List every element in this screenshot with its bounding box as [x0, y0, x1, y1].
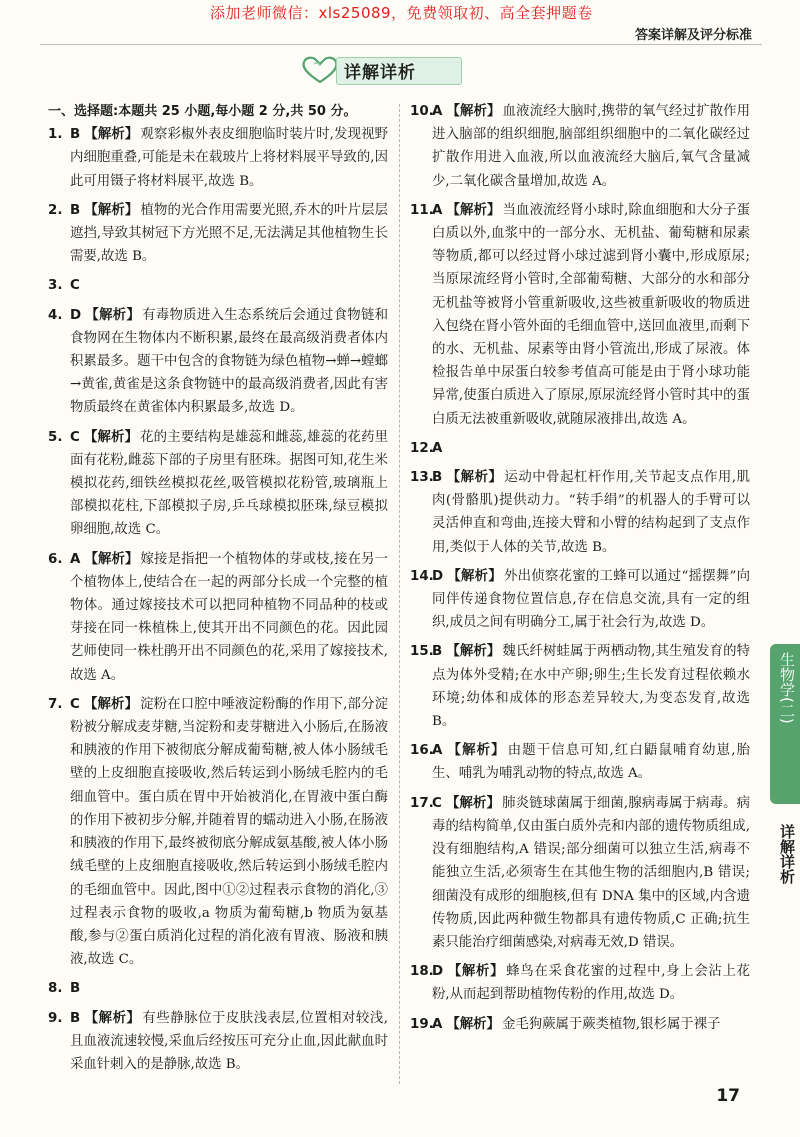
answer-item [410, 100, 750, 193]
answer-letter: A [70, 551, 81, 567]
answer-letter: B [432, 644, 443, 660]
analysis-tag: 【解析】 [447, 964, 505, 980]
section-heading: 一、选择题:本题共 25 小题,每小题 2 分,共 50 分。 [48, 104, 357, 119]
answer-letter: B [70, 202, 81, 218]
question-number: 5. [48, 429, 63, 445]
answer-item [410, 437, 750, 460]
answer-item [410, 739, 750, 785]
header-divider [40, 44, 762, 45]
analysis-tag: 【解析】 [84, 202, 139, 218]
analysis-text: 肺炎链球菌属于细菌,腺病毒属于病毒。病毒的结构简单,仅由蛋白质外壳和内部的遗传物质组成,没有细胞结构,A 错误;部分细菌可以独立生活,病毒不能独立生活,必须寄生在其他生物的活细胞内,B 错误;细菌没有成形的细胞核,但有 DNA 集中的区域,内含遗传物质,因此两种微生物都具有遗传物质,C 正确;抗生素只能治疗细菌感染,对病毒无效,D 错误。 [432, 795, 751, 950]
answer-letter: A [432, 440, 443, 456]
answer-item [410, 565, 750, 635]
question-number: 12. [410, 440, 434, 456]
answer-item [48, 123, 388, 193]
analysis-text: 金毛狗蕨属于蕨类植物,银杉属于裸子 [501, 1016, 721, 1032]
question-number: 8. [48, 981, 63, 997]
analysis-text: 淀粉在口腔中唾液淀粉酶的作用下,部分淀粉被分解成麦芽糖,当淀粉和麦芽糖进入小肠后,在肠液和胰液的作用下被彻底分解成葡萄糖,被人体小肠绒毛壁的上皮细胞直接吸收,然后转运到小肠绒毛腔内的毛细血管中。蛋白质在胃中开始被消化,在胃液中蛋白酶的作用下被初步分解,并随着胃的蠕动进入小肠,在肠液和胰液的作用下,最终被彻底分解成氨基酸,被人体小肠绒毛壁的上皮细胞直接吸收,然后转运到小肠绒毛腔内的毛细血管中。因此,图中①②过程表示食物的消化,③过程表示食物的吸收,a 物质为葡萄糖,b 物质为氨基酸,参与②蛋白质消化过程的消化液有胃液、肠液和胰液,故选 C。 [70, 696, 389, 968]
answer-item [410, 466, 750, 559]
analysis-text: 魏氏纤树蛙属于两栖动物,其生殖发育的特点为体外受精;在水中产卵;卵生;生长发育过程依赖水环境;幼体和成体的形态差异较大,为变态发育,故选 B。 [432, 644, 750, 730]
answer-item [410, 960, 750, 1006]
analysis-tag: 【解析】 [446, 202, 501, 218]
analysis-tag: 【解析】 [85, 307, 141, 323]
question-number: 18. [410, 964, 434, 980]
answer-item [48, 199, 388, 269]
answer-item [410, 199, 750, 431]
answer-list-left [48, 123, 388, 1076]
answer-letter: D [70, 307, 82, 323]
analysis-text: 观察彩椒外表皮细胞临时装片时,发现视野内细胞重叠,可能是未在载玻片上将材料展平导致的,因此可用镊子将材料展平,故选 B。 [70, 127, 388, 189]
answer-item [48, 1007, 388, 1077]
question-number: 6. [48, 551, 63, 567]
answer-letter: B [432, 470, 443, 486]
side-tab-subject: 生物学(二) [778, 652, 796, 724]
answer-letter: A [432, 104, 443, 119]
analysis-tag: 【解析】 [83, 696, 139, 712]
banner-title: 详解详析 [344, 63, 416, 83]
answer-letter: B [70, 1010, 81, 1026]
answer-letter: C [432, 795, 442, 811]
analysis-text: 当血液流经肾小球时,除血细胞和大分子蛋白质以外,血浆中的一部分水、无机盐、葡萄糖和尿素等物质,都可以经过肾小球过滤到肾小囊中,形成原尿;当原尿流经肾小管时,全部葡萄糖、大部分的水和部分无机盐等被肾小管重新吸收,这些被重新吸收的物质进入包绕在肾小管外面的毛细血管中,送回血液里,而剩下的水、无机盐、尿素等由肾小管流出,形成了尿液。体检报告单中尿蛋白较参考值高可能是由于肾小球功能异常,使蛋白质进入了原尿,原尿流经肾小管时其中的蛋白质无法被重新吸收,就随尿液排出,故选 A。 [432, 202, 750, 427]
analysis-tag: 【解析】 [446, 1016, 500, 1032]
answer-letter: A [432, 202, 443, 218]
answer-letter: A [432, 1016, 443, 1032]
answer-item [48, 548, 388, 687]
question-number: 15. [410, 644, 434, 660]
column-divider [399, 104, 400, 1084]
answer-letter: C [70, 278, 80, 294]
left-column [48, 100, 388, 1082]
answer-letter: B [70, 127, 81, 143]
question-number: 11. [410, 202, 434, 218]
analysis-tag: 【解析】 [446, 470, 503, 486]
analysis-text: 运动中骨起杠杆作用,关节起支点作用,肌肉(骨骼肌)提供动力。“转手绢”的机器人的手臂可以灵活伸直和弯曲,连接大臂和小臂的结构起到了支点作用,类似于人体的关节,故选 B。 [432, 470, 750, 555]
question-number: 2. [48, 202, 63, 218]
analysis-text: 嫁接是指把一个植物体的芽或枝,接在另一个植物体上,使结合在一起的两部分长成一个完整的植物体。通过嫁接技术可以把同种植物不同品种的枝或芽接在同一株植株上,使其开出不同颜色的花。因此园艺师使同一株杜鹃开出不同颜色的花,采用了嫁接技术,故选 A。 [70, 551, 388, 683]
question-number: 4. [48, 307, 63, 323]
question-number: 16. [410, 743, 434, 759]
analysis-tag: 【解析】 [84, 1010, 141, 1026]
answer-item [48, 693, 388, 971]
analysis-text: 由题干信息可知,红白鼯鼠哺育幼崽,胎生、哺乳为哺乳动物的特点,故选 A。 [432, 743, 750, 782]
answer-item [48, 274, 388, 297]
analysis-text: 植物的光合作用需要光照,乔木的叶片层层遮挡,导致其树冠下方光照不足,无法满足其他植物生长需要,故选 B。 [70, 202, 388, 265]
question-number: 13. [410, 470, 434, 486]
answer-list-right [410, 100, 750, 1036]
header-title: 答案详解及评分标准 [634, 28, 752, 43]
analysis-text: 蜂鸟在采食花蜜的过程中,身上会沾上花粉,从而起到帮助植物传粉的作用,故选 D。 [432, 964, 751, 1003]
question-number: 10. [410, 104, 434, 119]
analysis-text: 有毒物质进入生态系统后会通过食物链和食物网在生物体内不断积累,最终在最高级消费者体内积累最多。题干中包含的食物链为绿色植物→蝉→螳螂→黄雀,黄雀是这条食物链中的最高级消费者,因此有害物质最终在黄雀体内积累最多,故选 D。 [70, 307, 389, 416]
analysis-tag: 【解析】 [83, 429, 139, 445]
answer-item [410, 1013, 750, 1036]
question-number: 3. [48, 278, 63, 294]
analysis-text: 有些静脉位于皮肤浅表层,位置相对较浅,且血液流速较慢,采血后经按压可充分止血,因此献血时采血针刺入的是静脉,故选 B。 [70, 1010, 388, 1072]
answer-letter: C [70, 429, 80, 445]
watermark-text: 添加老师微信：xls25089，免费领取初、高全套押题卷 [210, 4, 593, 22]
analysis-tag: 【解析】 [446, 104, 501, 119]
analysis-text: 花的主要结构是雄蕊和雌蕊,雄蕊的花药里面有花粉,雌蕊下部的子房里有胚珠。据图可知,花生米模拟花药,细铁丝模拟花丝,吸管模拟花粉管,玻璃瓶上部模拟花柱,下部模拟子房,乒乓球模拟胚珠,绿豆模拟卵细胞,故选 C。 [70, 429, 389, 538]
analysis-tag: 【解析】 [446, 743, 506, 759]
analysis-tag: 【解析】 [445, 795, 501, 811]
analysis-text: 外出侦察花蜜的工蜂可以通过“摇摆舞”向同伴传递食物位置信息,存在信息交流,具有一定的组织,成员之间有明确分工,属于社会行为,故选 D。 [432, 568, 751, 631]
question-number: 9. [48, 1010, 63, 1026]
question-number: 14. [410, 568, 434, 584]
answer-item [410, 640, 750, 733]
analysis-tag: 【解析】 [84, 551, 139, 567]
analysis-tag: 【解析】 [446, 644, 501, 660]
answer-letter: D [432, 964, 444, 980]
page-number: 17 [716, 1086, 740, 1106]
side-tab-section: 详解详析 [778, 824, 796, 884]
question-number: 1. [48, 127, 63, 143]
right-column [410, 100, 750, 1042]
heart-icon [300, 55, 340, 85]
answer-item [410, 792, 750, 954]
answer-letter: A [432, 743, 443, 759]
analysis-text: 血液流经大脑时,携带的氧气经过扩散作用进入脑部的组织细胞,脑部组织细胞中的二氧化碳经过扩散作用进入血液,所以血液流经大脑后,氧气含量减少,二氧化碳含量增加,故选 A。 [432, 104, 750, 189]
question-number: 7. [48, 696, 63, 712]
analysis-tag: 【解析】 [447, 568, 502, 584]
answer-letter: D [432, 568, 444, 584]
question-number: 19. [410, 1016, 434, 1032]
question-number: 17. [410, 795, 434, 811]
answer-item [48, 426, 388, 542]
section-banner [300, 55, 460, 85]
answer-letter: C [70, 696, 80, 712]
answer-item [48, 304, 388, 420]
answer-letter: B [70, 981, 81, 997]
answer-item [48, 977, 388, 1000]
analysis-tag: 【解析】 [84, 127, 139, 143]
